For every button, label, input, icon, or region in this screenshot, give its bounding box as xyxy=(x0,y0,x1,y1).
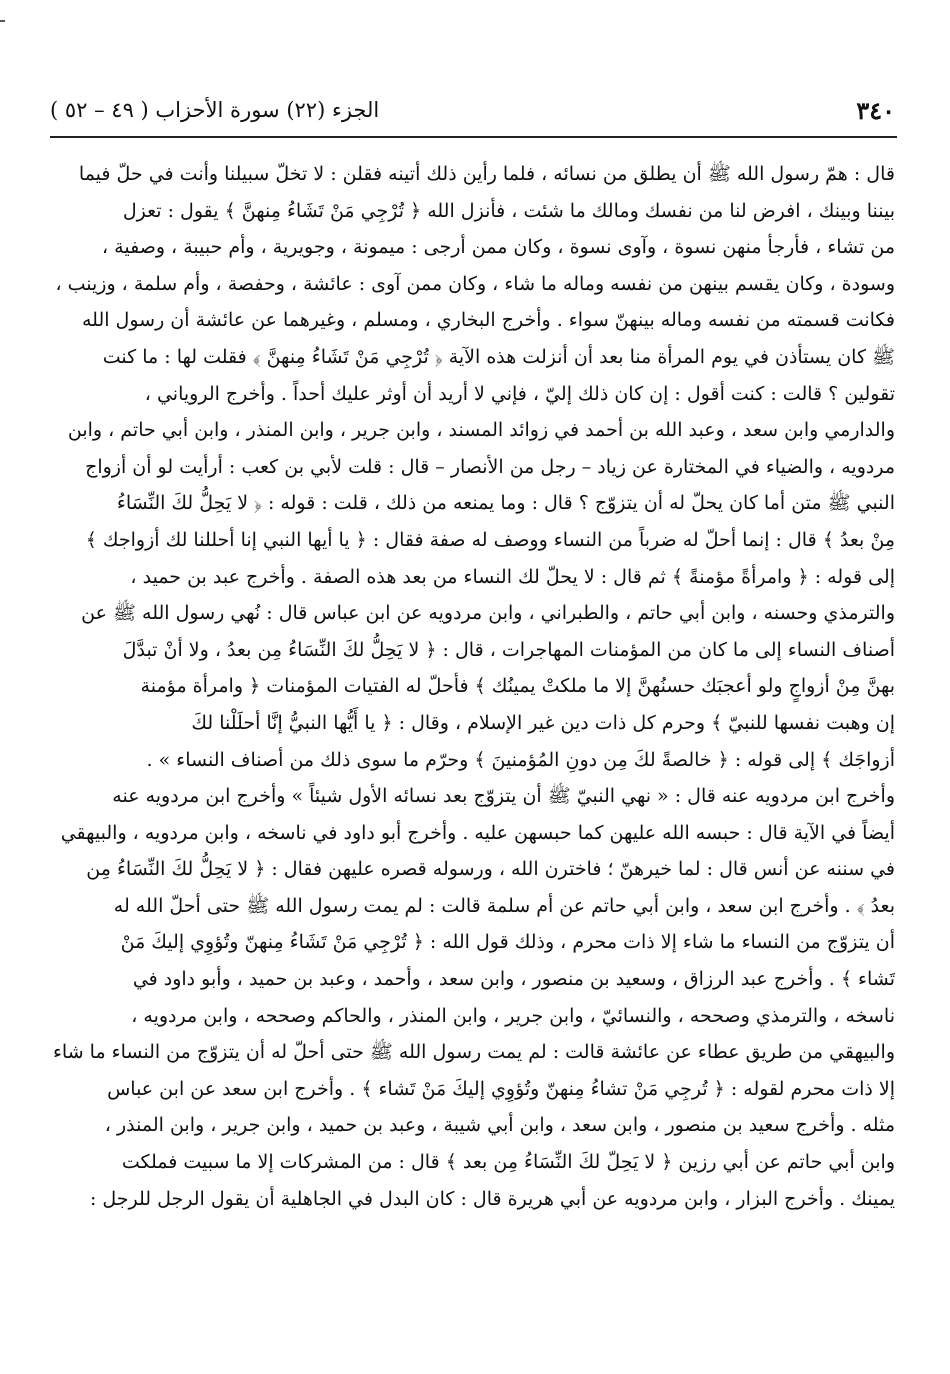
text-line: تقولين ؟ قالت : كنت أقول : إن كان ذلك إليّ ، فإني لا أريد أن أوثر عليك أحداً . وأخرج الروياني ، xyxy=(144,382,895,405)
text-line: النبي ﷺ متن أما كان يحلّ له أن يتزوّج ؟ قال : وما يمنعه من ذلك ، قلت : قوله : ﴿ لا يَحِلُّ لكَ النِّسَاءُ xyxy=(116,492,895,515)
text-line: والدارمي وابن سعد ، وعبد الله بن أحمد في زوائد المسند ، وابن جرير ، وابن المنذر ، وابن أبي حاتم ، وابن xyxy=(67,419,895,442)
text-line: مِنْ بعدُ ﴾ قال : إنما أحلّ له ضرباً من النساء ووصف له صفة فقال : ﴿ يا أيها النبي إنا أحللنا لك أزواجك ﴾ xyxy=(85,528,895,551)
text-line: وأخرج ابن مردويه عنه قال : « نهي النبيّ ﷺ أن يتزوّج بعد نسائه الأول شيئاً » وأخرج ابن مردويه عنه xyxy=(112,785,895,808)
text-line: والترمذي وحسنه ، وابن أبي حاتم ، والطبراني ، وابن مردويه عن ابن عباس قال : نُهي رسول الله ﷺ عن xyxy=(81,602,895,625)
text-line: من تشاء ، فأرجأ منهن نسوة ، وآوى نسوة ، وكان ممن أرجى : ميمونة ، وجويرية ، وأم حبيبة ، وصفية ، xyxy=(101,236,895,259)
text-line: في سننه عن أنس قال : لما خيرهنّ ؛ فاخترن الله ، ورسوله قصره عليهن فقال : ﴿ لا يَحِلُّ لكَ النِّسَاءُ مِن xyxy=(86,858,895,881)
text-line: والبيهقي من طريق عطاء عن عائشة قالت : لم يمت رسول الله ﷺ حتى أحلّ له أن يتزوّج من النساء ما شاء xyxy=(52,1041,895,1064)
scan-mark xyxy=(0,20,5,22)
text-line: أزواجَك ﴾ إلى قوله : ﴿ خالصةً لكَ مِن دونِ المُؤمنينَ ﴾ وحرّم ما سوى ذلك من أصناف النساء » . xyxy=(146,748,895,771)
text-line: مردويه ، والضياء في المختارة عن زياد – رجل من الأنصار – قال : قلت لأبي بن كعب : أرأيت لو أن أزواج xyxy=(85,455,895,478)
text-line: إلا ذات محرم لقوله : ﴿ تُرجِي مَنْ تشاءُ مِنهنّ وتُؤوِي إليكَ مَنْ تَشاء ﴾ . وأخرج ابن سعد عن ابن عباس xyxy=(107,1077,895,1100)
text-line: وسودة ، وكان يقسم بينهن من نفسه وماله ما شاء ، وكان ممن آوى : عائشة ، وحفصة ، وأم سلمة ، وزينب ، xyxy=(55,272,895,295)
running-title: الجزء (٢٢) سورة الأحزاب ( ٤٩ – ٥٢ ) xyxy=(50,98,380,122)
text-line: يمينك . وأخرج البزار ، وابن مردويه عن أبي هريرة قال : كان البدل في الجاهلية أن يقول الرجل للرجل : xyxy=(89,1187,895,1210)
text-line: بعدُ ﴾ . وأخرج ابن سعد ، وابن أبي حاتم عن أم سلمة قالت : لم يمت رسول الله ﷺ حتى أحلّ الله له xyxy=(113,894,895,917)
text-line: فكانت قسمته من نفسه وماله بينهنّ سواء . وأخرج البخاري ، ومسلم ، وغيرهما عن عائشة أن رسول الله xyxy=(81,309,895,332)
body-text xyxy=(50,156,895,1217)
page-number: ٣٤٠ xyxy=(856,95,895,125)
text-line: تَشاء ﴾ . وأخرج عبد الرزاق ، وسعيد بن منصور ، وابن سعد ، وأحمد ، وعبد بن حميد ، وأبو داود في xyxy=(132,968,895,991)
page-header xyxy=(50,88,895,132)
text-line: أيضاً في الآية قال : حبسه الله عليهن كما حبسهن عليه . وأخرج أبو داود في ناسخه ، وابن مردويه ، والبيهقي xyxy=(60,821,895,844)
text-line: بيننا وبينك ، افرض لنا من نفسك ومالك ما شئت ، فأنزل الله ﴿ تُرْجِي مَنْ تَشَاءُ مِنهنَّ ﴾ يقول : تعزل xyxy=(122,199,895,222)
text-line: قال : همّ رسول الله ﷺ أن يطلق من نسائه ، فلما رأين ذلك أتينه فقلن : لا تخلّ سبيلنا وأنت في حلّ فيما xyxy=(78,163,895,185)
text-line: بهنَّ مِنْ أزواجٍ ولو أعجبَك حسنُهنَّ إلا ما ملكتْ يمينُك ﴾ فأحلّ له الفتيات المؤمنات ﴿ وامرأة مؤمنة xyxy=(140,675,895,698)
text-line: إلى قوله : ﴿ وامرأةً مؤمنةً ﴾ ثم قال : لا يحلّ لك النساء من بعد هذه الصفة . وأخرج عبد بن حميد ، xyxy=(130,565,895,588)
text-line: أصناف النساء إلى ما كان من المؤمنات المهاجرات ، قال : ﴿ لا يَحِلُّ لكَ النِّسَاءُ مِن بعدُ ، ولا أنْ تبدَّلَ xyxy=(122,638,895,661)
text-line: أن يتزوّج من النساء ما شاء إلا ذات محرم ، وذلك قول الله : ﴿ تُرْجِي مَنْ تَشَاءُ مِنهنّ وتُؤوِي إليكَ مَنْ xyxy=(120,931,895,954)
text-line: مثله . وأخرج سعيد بن منصور ، وابن سعد ، وابن أبي شيبة ، وعبد بن حميد ، وابن جرير ، وابن المنذر ، xyxy=(104,1114,895,1137)
header-rule xyxy=(50,136,897,138)
text-line: إن وهبت نفسها للنبيّ ﴾ وحرم كل ذات دين غير الإسلام ، وقال : ﴿ يا أَيُّها النبيُّ إنَّا أحلَلْنا لكَ xyxy=(191,711,895,734)
text-line: ناسخه ، والترمذي وصححه ، والنسائيّ ، وابن جرير ، وابن المنذر ، والحاكم وصححه ، وابن مردويه ، xyxy=(131,1004,895,1027)
text-line: وابن أبي حاتم عن أبي رزين ﴿ لا يَحِلّ لكَ النِّسَاءُ مِن بعد ﴾ قال : من المشركات إلا ما سبيت فملكت xyxy=(121,1151,895,1174)
text-line: ﷺ كان يستأذن في يوم المرأة منا بعد أن أنزلت هذه الآية ﴿ تُرْجِي مَنْ تَشَاءُ مِنهنَّ ﴾ فقلت لها : ما كنت xyxy=(102,345,895,368)
